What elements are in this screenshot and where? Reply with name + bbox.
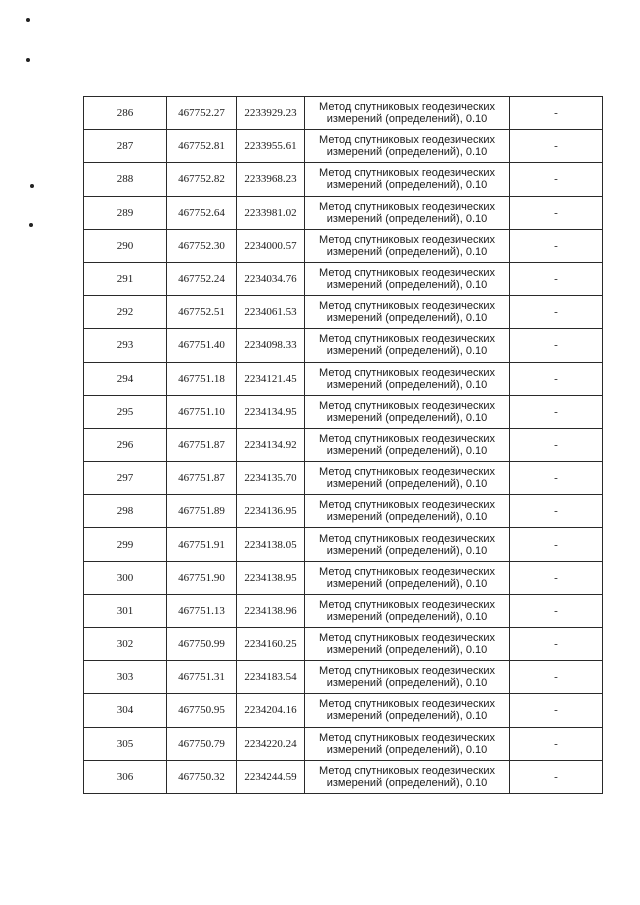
x-coordinate-cell: 467752.30 [167,229,237,262]
method-cell [305,462,510,495]
point-number-cell: 300 [84,561,167,594]
table-row [84,428,603,461]
method-line-2: измерений (определений), 0.10 [326,179,488,192]
description-cell: - [510,428,603,461]
method-cell [305,760,510,793]
description-cell: - [510,594,603,627]
description-cell: - [510,229,603,262]
method-cell [305,561,510,594]
method-line-2: измерений (определений), 0.10 [326,577,488,590]
y-coordinate-cell: 2234204.16 [237,694,305,727]
point-number-cell: 303 [84,661,167,694]
method-line-1: Метод спутниковых геодезических [319,466,495,479]
method-line-2: измерений (определений), 0.10 [326,411,488,424]
method-line-1: Метод спутниковых геодезических [319,300,495,313]
point-number-cell: 294 [84,362,167,395]
method-line-1: Метод спутниковых геодезических [319,698,495,711]
y-coordinate-cell: 2234220.24 [237,727,305,760]
method-line-2: измерений (определений), 0.10 [326,478,488,491]
method-line-1: Метод спутниковых геодезических [319,333,495,346]
description-cell: - [510,196,603,229]
point-number-cell: 299 [84,528,167,561]
point-number-cell: 305 [84,727,167,760]
table-row [84,395,603,428]
method-line-1: Метод спутниковых геодезических [319,665,495,678]
y-coordinate-cell: 2234244.59 [237,760,305,793]
table-row [84,462,603,495]
point-number-cell: 306 [84,760,167,793]
x-coordinate-cell: 467751.87 [167,462,237,495]
y-coordinate-cell: 2234134.95 [237,395,305,428]
y-coordinate-cell: 2234098.33 [237,329,305,362]
method-line-2: измерений (определений), 0.10 [326,677,488,690]
description-cell: - [510,727,603,760]
description-cell: - [510,362,603,395]
method-cell [305,196,510,229]
method-cell [305,362,510,395]
x-coordinate-cell: 467751.40 [167,329,237,362]
description-cell: - [510,262,603,295]
table-row [84,262,603,295]
x-coordinate-cell: 467751.87 [167,428,237,461]
description-cell: - [510,163,603,196]
point-number-cell: 298 [84,495,167,528]
method-cell [305,130,510,163]
description-cell: - [510,528,603,561]
x-coordinate-cell: 467750.32 [167,760,237,793]
method-line-2: измерений (определений), 0.10 [326,279,488,292]
method-line-2: измерений (определений), 0.10 [326,743,488,756]
method-cell [305,229,510,262]
x-coordinate-cell: 467751.90 [167,561,237,594]
method-line-2: измерений (определений), 0.10 [326,610,488,623]
method-cell [305,495,510,528]
coordinates-table-body [84,97,603,794]
y-coordinate-cell: 2234135.70 [237,462,305,495]
point-number-cell: 296 [84,428,167,461]
y-coordinate-cell: 2234061.53 [237,296,305,329]
point-number-cell: 302 [84,628,167,661]
x-coordinate-cell: 467752.64 [167,196,237,229]
method-line-1: Метод спутниковых геодезических [319,598,495,611]
point-number-cell: 293 [84,329,167,362]
scan-mark [26,58,30,62]
x-coordinate-cell: 467751.18 [167,362,237,395]
x-coordinate-cell: 467752.27 [167,97,237,130]
method-line-1: Метод спутниковых геодезических [319,499,495,512]
point-number-cell: 301 [84,594,167,627]
y-coordinate-cell: 2234034.76 [237,262,305,295]
method-line-2: измерений (определений), 0.10 [326,444,488,457]
scan-mark [30,184,34,188]
x-coordinate-cell: 467751.91 [167,528,237,561]
method-line-2: измерений (определений), 0.10 [326,113,488,126]
scan-mark [29,223,33,227]
point-number-cell: 297 [84,462,167,495]
x-coordinate-cell: 467750.79 [167,727,237,760]
y-coordinate-cell: 2234138.95 [237,561,305,594]
table-row [84,628,603,661]
method-cell [305,329,510,362]
method-cell [305,727,510,760]
table-row [84,561,603,594]
method-line-2: измерений (определений), 0.10 [326,146,488,159]
description-cell: - [510,495,603,528]
x-coordinate-cell: 467751.89 [167,495,237,528]
method-line-2: измерений (определений), 0.10 [326,312,488,325]
method-cell [305,296,510,329]
method-line-2: измерений (определений), 0.10 [326,644,488,657]
method-line-1: Метод спутниковых геодезических [319,432,495,445]
y-coordinate-cell: 2234134.92 [237,428,305,461]
method-line-1: Метод спутниковых геодезических [319,233,495,246]
x-coordinate-cell: 467750.99 [167,628,237,661]
method-line-1: Метод спутниковых геодезических [319,267,495,280]
x-coordinate-cell: 467751.10 [167,395,237,428]
method-line-2: измерений (определений), 0.10 [326,511,488,524]
table-row [84,329,603,362]
method-line-1: Метод спутниковых геодезических [319,764,495,777]
method-cell [305,395,510,428]
y-coordinate-cell: 2234138.96 [237,594,305,627]
table-row [84,694,603,727]
y-coordinate-cell: 2234121.45 [237,362,305,395]
method-cell [305,428,510,461]
method-line-1: Метод спутниковых геодезических [319,167,495,180]
y-coordinate-cell: 2233955.61 [237,130,305,163]
scan-mark [26,18,30,22]
method-cell [305,594,510,627]
method-line-2: измерений (определений), 0.10 [326,245,488,258]
point-number-cell: 289 [84,196,167,229]
y-coordinate-cell: 2234000.57 [237,229,305,262]
method-line-2: измерений (определений), 0.10 [326,345,488,358]
y-coordinate-cell: 2234160.25 [237,628,305,661]
method-cell [305,694,510,727]
method-line-2: измерений (определений), 0.10 [326,378,488,391]
description-cell: - [510,628,603,661]
method-line-2: измерений (определений), 0.10 [326,212,488,225]
description-cell: - [510,694,603,727]
method-cell [305,661,510,694]
y-coordinate-cell: 2233981.02 [237,196,305,229]
table-row [84,97,603,130]
table-row [84,495,603,528]
table-row [84,296,603,329]
point-number-cell: 287 [84,130,167,163]
x-coordinate-cell: 467752.51 [167,296,237,329]
method-line-1: Метод спутниковых геодезических [319,366,495,379]
method-line-1: Метод спутниковых геодезических [319,731,495,744]
method-line-1: Метод спутниковых геодезических [319,399,495,412]
method-cell [305,262,510,295]
method-cell [305,97,510,130]
x-coordinate-cell: 467752.24 [167,262,237,295]
description-cell: - [510,329,603,362]
table-row [84,196,603,229]
description-cell: - [510,296,603,329]
x-coordinate-cell: 467751.13 [167,594,237,627]
table-row [84,229,603,262]
method-line-1: Метод спутниковых геодезических [319,632,495,645]
method-cell [305,163,510,196]
point-number-cell: 291 [84,262,167,295]
method-line-1: Метод спутниковых геодезических [319,532,495,545]
table-row [84,528,603,561]
point-number-cell: 290 [84,229,167,262]
x-coordinate-cell: 467750.95 [167,694,237,727]
point-number-cell: 295 [84,395,167,428]
x-coordinate-cell: 467751.31 [167,661,237,694]
description-cell: - [510,130,603,163]
point-number-cell: 288 [84,163,167,196]
description-cell: - [510,661,603,694]
description-cell: - [510,760,603,793]
y-coordinate-cell: 2233929.23 [237,97,305,130]
table-row [84,760,603,793]
table-row [84,727,603,760]
method-line-1: Метод спутниковых геодезических [319,134,495,147]
method-line-2: измерений (определений), 0.10 [326,710,488,723]
description-cell: - [510,395,603,428]
coordinates-table [83,96,603,794]
table-row [84,362,603,395]
x-coordinate-cell: 467752.81 [167,130,237,163]
method-cell [305,628,510,661]
table-row [84,130,603,163]
method-line-1: Метод спутниковых геодезических [319,200,495,213]
description-cell: - [510,462,603,495]
table-row [84,163,603,196]
y-coordinate-cell: 2234183.54 [237,661,305,694]
point-number-cell: 304 [84,694,167,727]
table-row [84,661,603,694]
point-number-cell: 292 [84,296,167,329]
y-coordinate-cell: 2234136.95 [237,495,305,528]
point-number-cell: 286 [84,97,167,130]
y-coordinate-cell: 2233968.23 [237,163,305,196]
method-line-1: Метод спутниковых геодезических [319,101,495,114]
method-line-2: измерений (определений), 0.10 [326,776,488,789]
table-row [84,594,603,627]
method-cell [305,528,510,561]
method-line-1: Метод спутниковых геодезических [319,565,495,578]
description-cell: - [510,561,603,594]
x-coordinate-cell: 467752.82 [167,163,237,196]
y-coordinate-cell: 2234138.05 [237,528,305,561]
method-line-2: измерений (определений), 0.10 [326,544,488,557]
description-cell: - [510,97,603,130]
